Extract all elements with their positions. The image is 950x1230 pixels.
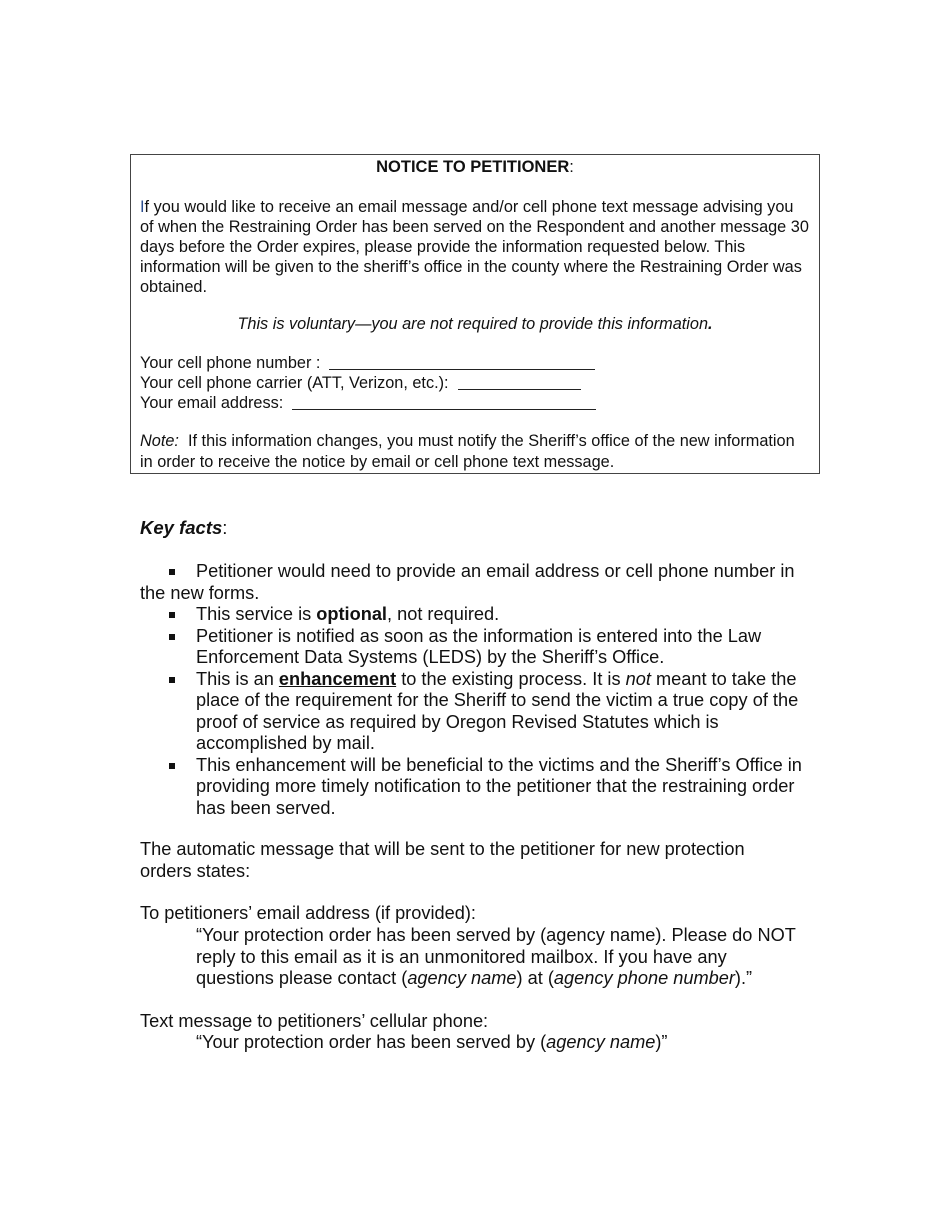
note-label: Note: bbox=[140, 432, 179, 450]
email-field bbox=[140, 393, 596, 413]
bullet-icon bbox=[169, 763, 175, 769]
bullet-icon bbox=[169, 612, 175, 618]
text-message-quote: “Your protection order has been served by (agency name)” bbox=[196, 1032, 668, 1052]
key-facts-list bbox=[140, 561, 805, 819]
notice-first-letter: I bbox=[140, 198, 145, 216]
bullet-icon bbox=[169, 569, 175, 575]
notice-box bbox=[130, 154, 820, 474]
notice-title: NOTICE TO PETITIONER: bbox=[376, 158, 574, 176]
notice-paragraph: If you would like to receive an email message and/or cell phone text message advising you of when the Restraining Order has been served on the Respondent and another message 30 days before the Order expires, please provide the information requested below. This information will be given to the sheriff’s office in the county where the Restraining Order was obtained. bbox=[140, 198, 809, 296]
email-message-label: To petitioners’ email address (if provided): bbox=[140, 903, 476, 923]
cell-phone-field bbox=[140, 353, 595, 373]
carrier-label: Your cell phone carrier (ATT, Verizon, etc.): bbox=[140, 374, 449, 392]
list-item: This enhancement will be beneficial to the victims and the Sheriff’s Office in providing more timely notification to the petitioner that the restraining order has been served. bbox=[140, 755, 805, 820]
carrier-blank[interactable] bbox=[458, 373, 581, 390]
bullet-icon bbox=[169, 677, 175, 683]
carrier-field bbox=[140, 373, 581, 393]
bullet-icon bbox=[169, 634, 175, 640]
auto-message-intro: The automatic message that will be sent to the petitioner for new protection orders states: bbox=[140, 839, 745, 881]
voluntary-statement: This is voluntary—you are not required to provide this information. bbox=[237, 315, 713, 333]
key-facts-heading: Key facts: bbox=[140, 517, 228, 538]
email-label: Your email address: bbox=[140, 394, 284, 412]
list-item: This service is optional, not required. bbox=[140, 604, 805, 626]
list-item: Petitioner is notified as soon as the information is entered into the Law Enforcement Data Systems (LEDS) by the Sheriff’s Office. bbox=[140, 626, 805, 669]
text-message-label: Text message to petitioners’ cellular phone: bbox=[140, 1011, 489, 1031]
list-item: Petitioner would need to provide an email address or cell phone number in the new forms. bbox=[140, 561, 795, 603]
cell-phone-label: Your cell phone number : bbox=[140, 354, 321, 372]
list-item: This is an enhancement to the existing process. It is not meant to take the place of the requirement for the Sheriff to send the victim a true copy of the proof of service as required by Oregon Revised Statutes which is accomplished by mail. bbox=[140, 669, 805, 755]
note: Note: If this information changes, you must notify the Sheriff’s office of the new information in order to receive the notice by email or cell phone text message. bbox=[140, 432, 795, 471]
email-message-quote: “Your protection order has been served by (agency name). Please do NOT reply to this email as it is an unmonitored mailbox. If you have any questions please contact (agency name) at (agency phone number).” bbox=[196, 925, 796, 988]
cell-phone-blank[interactable] bbox=[329, 353, 595, 370]
email-blank[interactable] bbox=[292, 393, 596, 410]
